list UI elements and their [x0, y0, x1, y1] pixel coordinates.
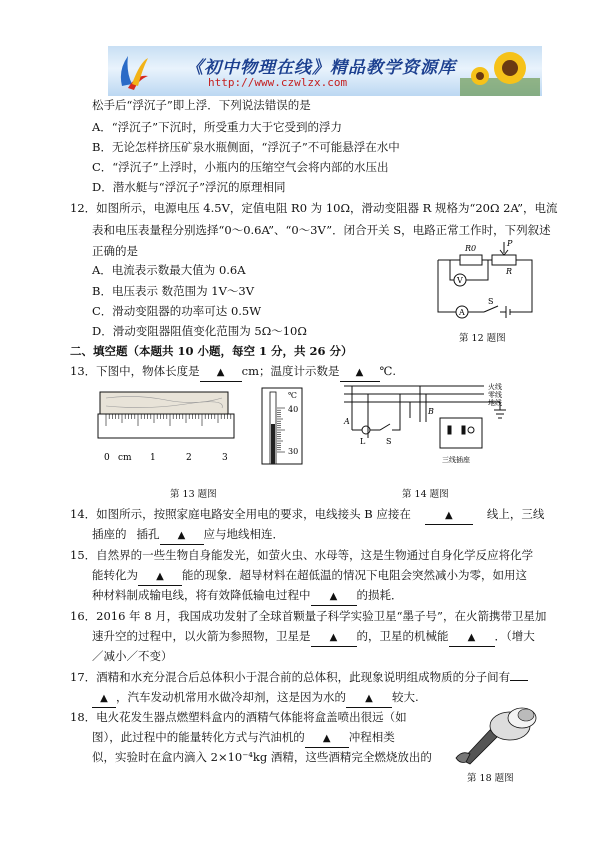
q17-blank-0: [510, 680, 528, 681]
q16-blank-1: ▲: [311, 630, 357, 647]
q13-caption: 第 13 题图: [170, 489, 217, 500]
wire-label-ground: 地线: [488, 399, 502, 407]
q15-line2: [92, 567, 527, 586]
q14-label-a: A: [344, 417, 350, 426]
q11-option-c: C．“浮沉子”上浮时，小瓶内的压缩空气会将内部的水压出: [92, 160, 389, 174]
q13-blank-length: ▲: [200, 365, 242, 382]
banner-url: http://www.czwlzx.com: [208, 76, 348, 89]
q16-line2c: ．（增大: [494, 629, 535, 643]
q12-label-v: V: [457, 276, 463, 285]
q11-option-b: B．无论怎样挤压矿泉水瓶侧面，“浮沉子”不可能悬浮在水中: [92, 140, 400, 154]
ruler-label-3: 3: [222, 453, 228, 463]
q12-option-b: B．电压表示 数范围为 1V～3V: [92, 284, 255, 298]
q17-blank-2: ▲: [346, 691, 392, 708]
thermo-label-40: 40: [288, 405, 299, 414]
sunflower-icon: [460, 48, 540, 96]
ruler-label-cm: cm: [118, 453, 132, 463]
q14-caption: 第 14 题图: [402, 489, 449, 500]
q15-line2a: 能转化为: [92, 568, 138, 582]
ruler-label-2: 2: [186, 453, 192, 463]
q15-line3b: 的损耗．: [356, 588, 403, 602]
q14-line2c: 应与地线相连．: [203, 527, 284, 541]
q16-line2: [92, 628, 535, 647]
q13-unit-b: ℃.: [379, 364, 397, 378]
q13-blank-temp: ▲: [340, 365, 380, 382]
section-2-heading: 二、填空题（本题共 10 小题，每空 1 分，共 26 分）: [70, 344, 353, 358]
thermo-label-30: 30: [288, 447, 299, 456]
banner-title: 《初中物理在线》精品教学资源库: [186, 58, 456, 78]
q12-option-d: D．滑动变阻器阻值变化范围为 5Ω～10Ω: [92, 324, 307, 338]
q12-label-s: S: [488, 297, 494, 306]
wire-label-live: 火线: [488, 383, 502, 391]
q18-line2: [92, 729, 395, 748]
q12-line1: 12．如图所示，电源电压 4.5V，定值电阻 R0 为 10Ω，滑动变阻器 R 规格为“20Ω 2A”，电流: [70, 201, 558, 215]
q18-line3: 似，实验时在盒内滴入 2×10⁻⁴kg 酒精，这些酒精完全燃烧放出的: [92, 750, 432, 764]
q17-line1a: 17．酒精和水充分混合后总体积小于混合前的总体积，此现象说明组成物质的分子间有: [70, 670, 511, 684]
q13-ruler-figure: [96, 388, 238, 464]
q14-blank-2: ▲: [160, 528, 204, 545]
q14-blank-1: ▲: [425, 508, 473, 525]
q16-line3: ／减小／不变）: [92, 649, 173, 663]
q16-line2b: 的，卫星的机械能: [356, 629, 449, 643]
q18-spark-generator-figure: [452, 700, 542, 766]
q15-line3a: 种材料制成输电线，将有效降低输电过程中: [92, 588, 311, 602]
q11-stem-tail: 松手后“浮沉子”即上浮．下列说法错误的是: [92, 98, 311, 112]
q13-thermometer-figure: [252, 386, 312, 466]
q12-line3: 正确的是: [92, 244, 138, 258]
q17-line2a: ，汽车发动机常用水做冷却剂，这是因为水的: [116, 690, 346, 704]
ruler-label-1: 1: [150, 453, 156, 463]
q17-line1: [70, 669, 528, 685]
q16-line1: 16．2016 年 8 月，我国成功发射了全球首颗量子科学实验卫星“墨子号”，在火箭携带卫星加: [70, 609, 547, 623]
q12-circuit-diagram: [432, 238, 540, 326]
q12-label-p: P: [507, 239, 513, 248]
wire-label-neutral: 零线: [488, 391, 502, 399]
q18-caption: 第 18 题图: [467, 773, 514, 784]
logo-icon: [114, 50, 154, 92]
q12-option-c: C．滑动变阻器的功率可达 0.5W: [92, 304, 262, 318]
q12-option-a: A．电流表示数最大值为 0.6A: [92, 263, 246, 277]
q15-line2b: 能的现象．超导材料在超低温的情况下电阻会突然减小为零，如用这: [182, 568, 527, 582]
q14-label-s: S: [386, 437, 392, 446]
thermo-label-unit: ℃: [288, 391, 297, 400]
q14-line2b: 插孔: [136, 527, 160, 541]
q14-line1: [70, 506, 544, 525]
q11-option-a: A．“浮沉子”下沉时，所受重力大于它受到的浮力: [92, 120, 343, 134]
q18-line2a: 图），此过程中的能量转化方式与汽油机的: [92, 730, 305, 744]
q14-line1b: 线上，三线: [486, 507, 545, 521]
q12-caption: 第 12 题图: [459, 333, 506, 344]
q13-unit-a: cm；温度计示数是: [241, 364, 340, 378]
q12-label-a: A: [459, 308, 465, 317]
q18-line1: 18．电火花发生器点燃塑料盒内的酒精气体能将盒盖喷出很远（如: [70, 710, 407, 724]
q17-line2b: 较大.: [392, 690, 419, 704]
header-banner: [108, 46, 542, 96]
q12-label-r0: R0: [465, 244, 477, 253]
q15-blank-2: ▲: [311, 589, 357, 606]
q14-line2: [92, 526, 284, 545]
q18-line2b: 冲程相类: [348, 730, 395, 744]
q14-line2a: 插座的: [92, 527, 127, 541]
q14-label-socket: 三线插座: [442, 456, 470, 464]
q14-label-l: L: [360, 437, 366, 446]
q12-line2: 表和电压表量程分别选择“0～0.6A”、“0～3V”．闭合开关 S，电路正常工作时，下列叙述: [92, 223, 551, 237]
q18-blank-1: ▲: [305, 731, 349, 748]
q14-line1a: 14．如图所示，按照家庭电路安全用电的要求，电线接头 B 应接在: [70, 507, 411, 521]
q13-text-a: 13．下图中，物体长度是: [70, 364, 200, 378]
q17-blank-1: ▲: [92, 691, 116, 708]
q17-line2: [92, 689, 419, 708]
ruler-label-0: 0: [104, 453, 110, 463]
q14-house-circuit: [340, 380, 522, 476]
q11-option-d: D．潜水艇与“浮沉子”浮沉的原理相同: [92, 180, 286, 194]
q16-blank-2: ▲: [449, 630, 495, 647]
q15-blank-1: ▲: [138, 569, 182, 586]
q14-label-b: B: [428, 407, 434, 416]
q15-line3: [92, 587, 403, 606]
q12-label-r: R: [506, 267, 513, 276]
q15-line1: 15．自然界的一些生物自身能发光，如萤火虫、水母等，这是生物通过自身化学反应将化学: [70, 548, 534, 562]
q16-line2a: 速升空的过程中，以火箭为参照物，卫星是: [92, 629, 311, 643]
